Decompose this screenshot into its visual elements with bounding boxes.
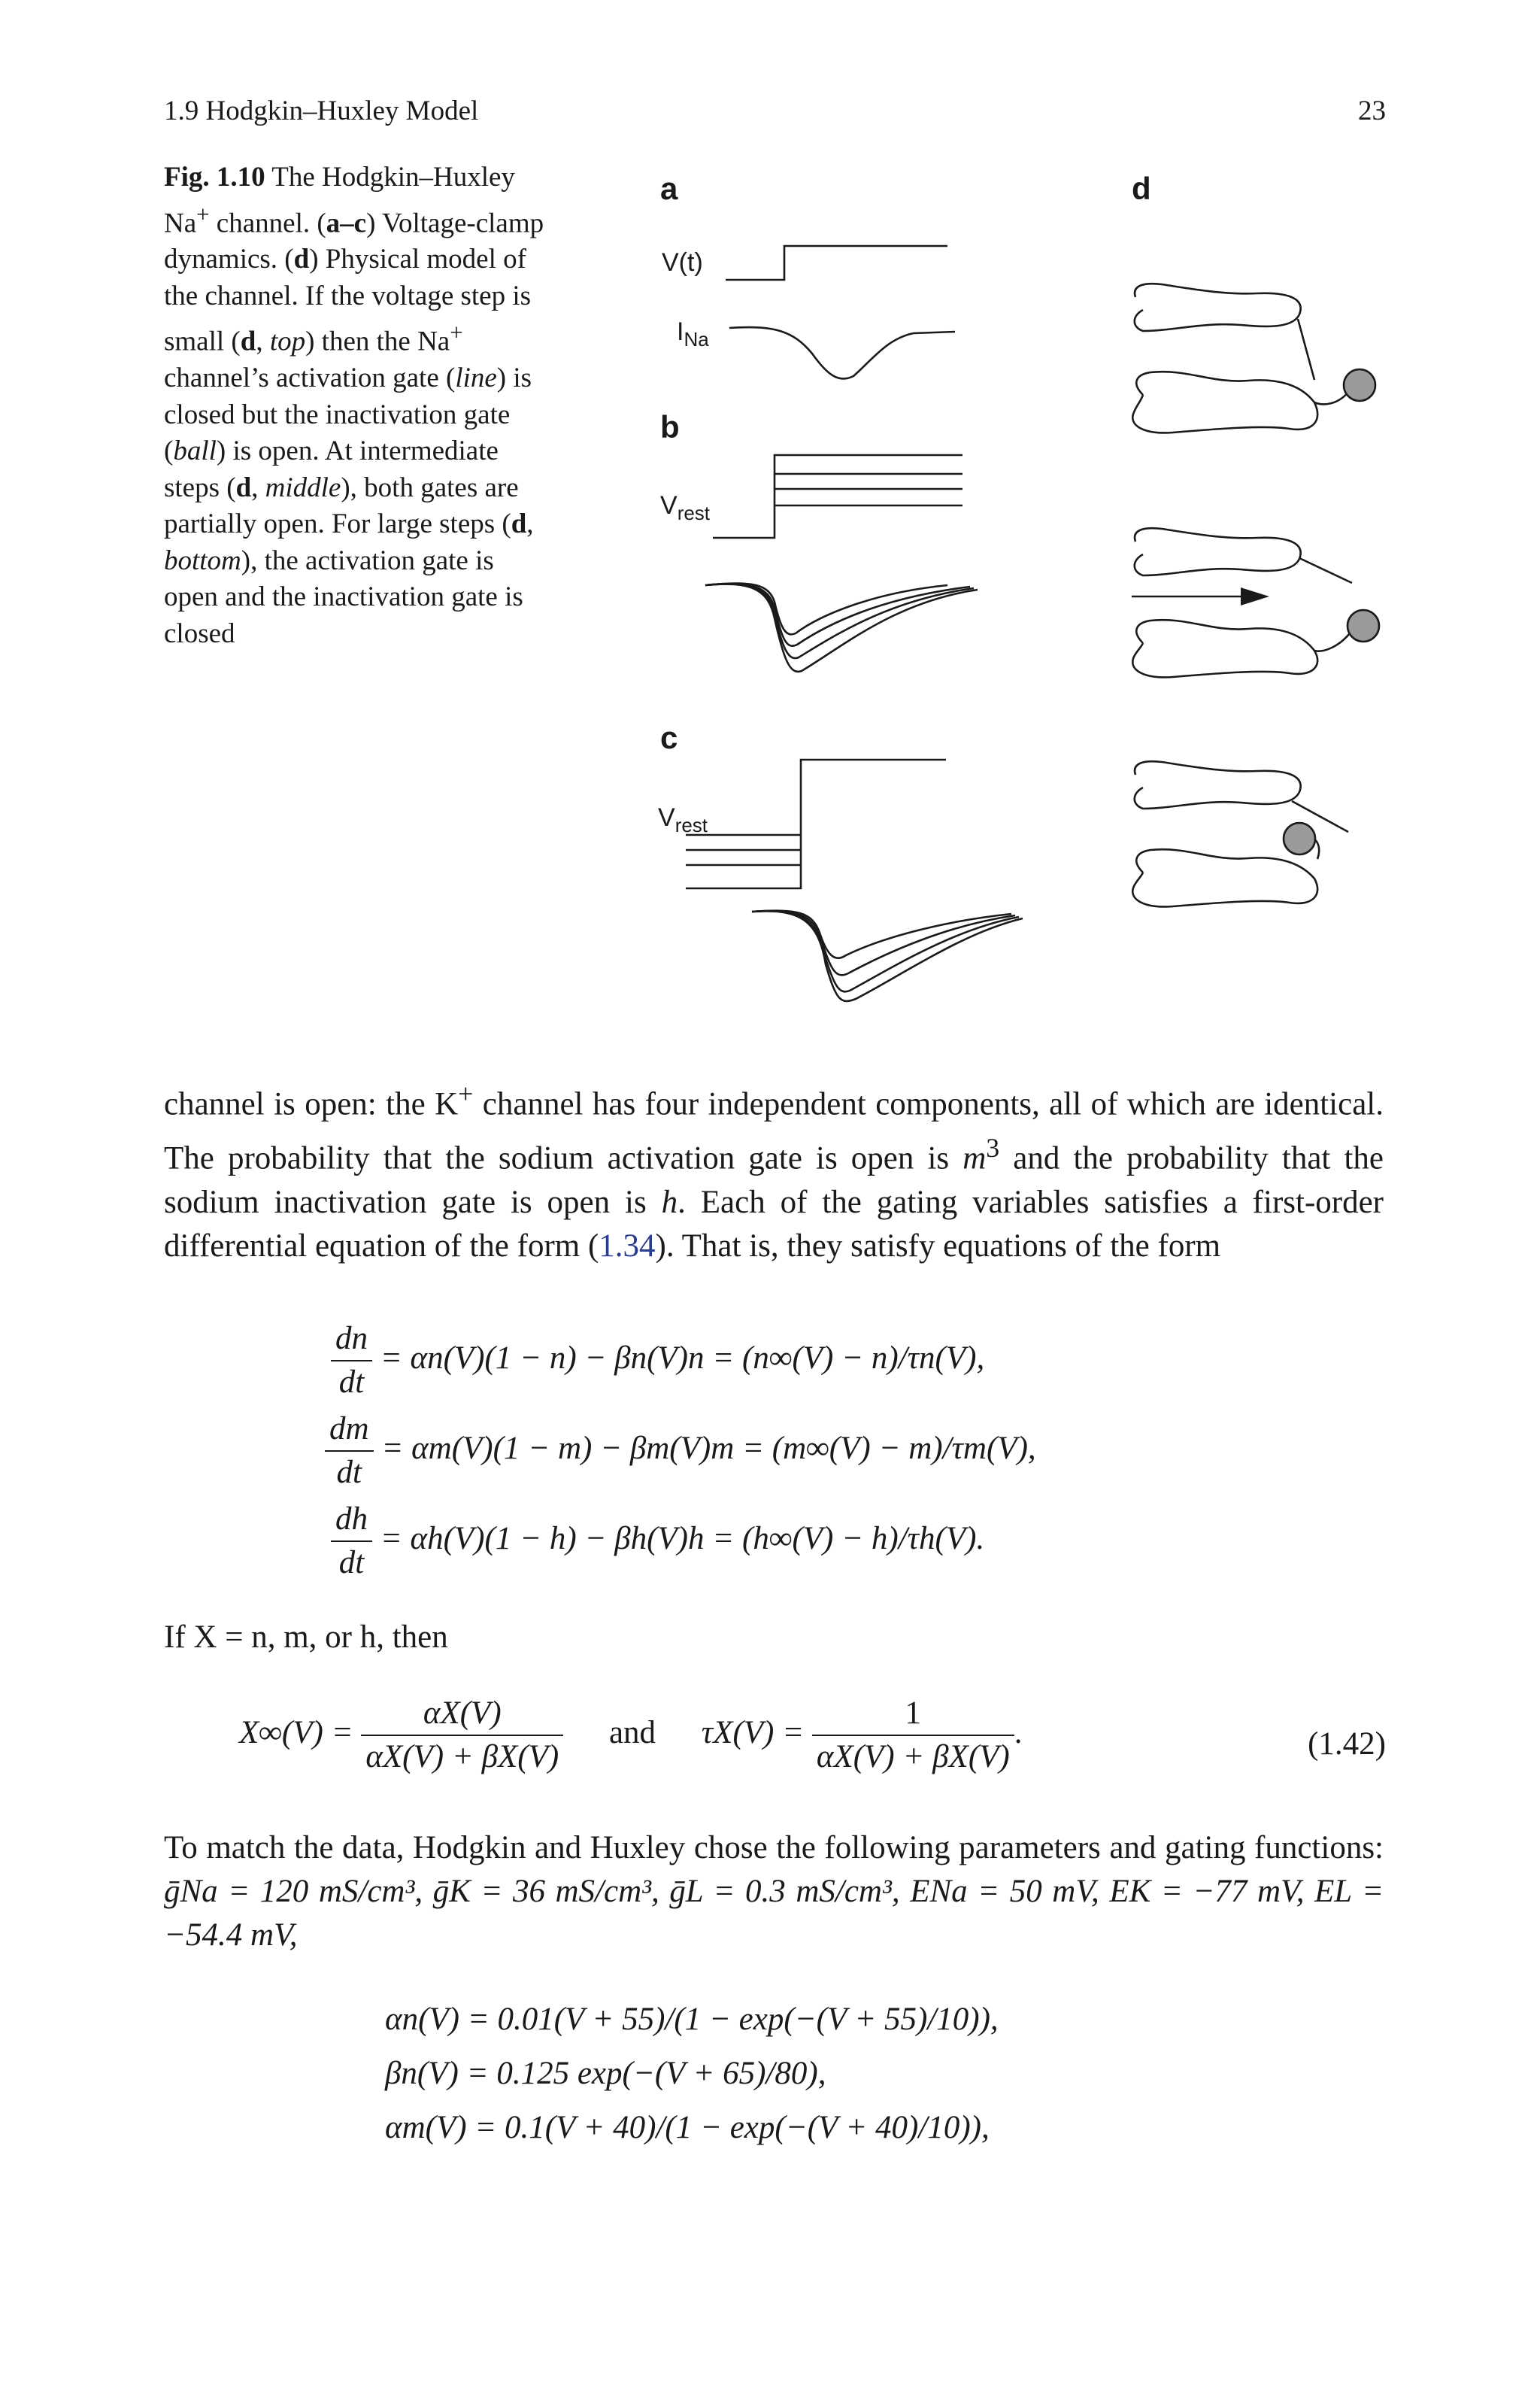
panel-label-b: b bbox=[660, 409, 680, 445]
panel-label-c: c bbox=[660, 720, 678, 755]
activation-gate-line-top bbox=[1298, 319, 1314, 380]
rate-equation-alpha-m: αm(V) = 0.1(V + 40)/(1 − exp(−(V + 40)/10)), bbox=[385, 2110, 990, 2145]
paragraph-parameters: To match the data, Hodgkin and Huxley chose the following parameters and gating functions: ḡNa = 120 mS/cm³, ḡK = 36 mS/cm³, ḡL = 0.3 mS/cm³, ENa = 50 mV, EK = −77 mV, EL = −54.4 mV, bbox=[164, 1830, 1384, 1953]
voltage-step-trace-a bbox=[726, 246, 947, 280]
page-number: 23 bbox=[1358, 96, 1386, 126]
equation-1-42: X∞(V) = $\frac{\alpha X(V)}{\alpha X(V) + \beta X(V)}$ and τX(V) = $\frac{1}{\alpha X(V) + \beta X(V)}$ . bbox=[239, 1692, 1022, 1778]
sodium-current-trace-a bbox=[729, 327, 955, 378]
sodium-current-family-b bbox=[705, 584, 978, 672]
vrest-label-c: $V_{rest}$ bbox=[658, 803, 708, 836]
paragraph-gating-intro: channel is open: the K+ channel has four independent components, all of which are identical. The probability that the sodium activation gate is open is $m^3$ and the probability that the sodium inactivation gate is open is h. Each of the gating variables satisfies a first-order differential equation of the form (1.34). That is, they satisfy equations of the form bbox=[164, 1079, 1384, 1264]
gating-equation-m: $\frac{dm}{dt}$ = αm(V)(1 − m) − βm(V)m = (m∞(V) − m)/τm(V), bbox=[325, 1408, 1036, 1494]
gating-equation-h: $\frac{dh}{dt}$ = αh(V)(1 − h) − βh(V)h = (h∞(V) − h)/τh(V). bbox=[331, 1498, 984, 1584]
channel-model-bottom bbox=[1132, 761, 1348, 906]
sodium-current-family-c bbox=[752, 911, 1023, 1001]
rate-equation-alpha-n: αn(V) = 0.01(V + 55)/(1 − exp(−(V + 55)/10)), bbox=[385, 2002, 999, 2037]
gating-equation-n: $\frac{dn}{dt}$ = αn(V)(1 − n) − βn(V)n = (n∞(V) − n)/τn(V), bbox=[331, 1318, 984, 1404]
voltage-steps-c bbox=[686, 760, 946, 888]
if-line: If X = n, m, or h, then bbox=[164, 1619, 448, 1655]
vrest-label-b: $V_{rest}$ bbox=[660, 491, 711, 524]
vt-axis-label: V(t) bbox=[662, 248, 703, 277]
equation-number: (1.42) bbox=[1308, 1726, 1386, 1762]
equation-reference-link[interactable]: 1.34 bbox=[599, 1228, 656, 1264]
inactivation-ball-middle bbox=[1348, 610, 1379, 642]
inactivation-ball-top bbox=[1344, 369, 1375, 401]
channel-model-top bbox=[1132, 284, 1349, 433]
panel-label-d: d bbox=[1132, 171, 1151, 206]
voltage-steps-b bbox=[713, 455, 962, 538]
figure-caption: Fig. 1.10 The Hodgkin–Huxley Na+ channel. (a–c) Voltage-clamp dynamics. (d) Physical model of the channel. If the voltage step is small (d, top) then the Na+ channel’s activation gate (line) is closed but the inactivation gate (ball) is open. At intermediate steps (d, middle), both gates are partially open. For large steps (d, bottom), the activation gate is open and the inactivation gate is closed bbox=[164, 162, 544, 649]
ina-axis-label: $I_{Na}$ bbox=[677, 317, 709, 351]
running-head: 1.9 Hodgkin–Huxley Model bbox=[164, 96, 479, 126]
panel-label-a: a bbox=[660, 171, 678, 206]
activation-gate-line-middle bbox=[1299, 558, 1352, 583]
caption-label: Fig. 1.10 bbox=[164, 162, 265, 193]
hodgkin-huxley-figure bbox=[0, 0, 1540, 1023]
inactivation-ball-bottom bbox=[1284, 823, 1315, 854]
rate-equation-beta-n: βn(V) = 0.125 exp(−(V + 65)/80), bbox=[385, 2056, 826, 2091]
ion-flow-arrow-head bbox=[1241, 587, 1269, 606]
